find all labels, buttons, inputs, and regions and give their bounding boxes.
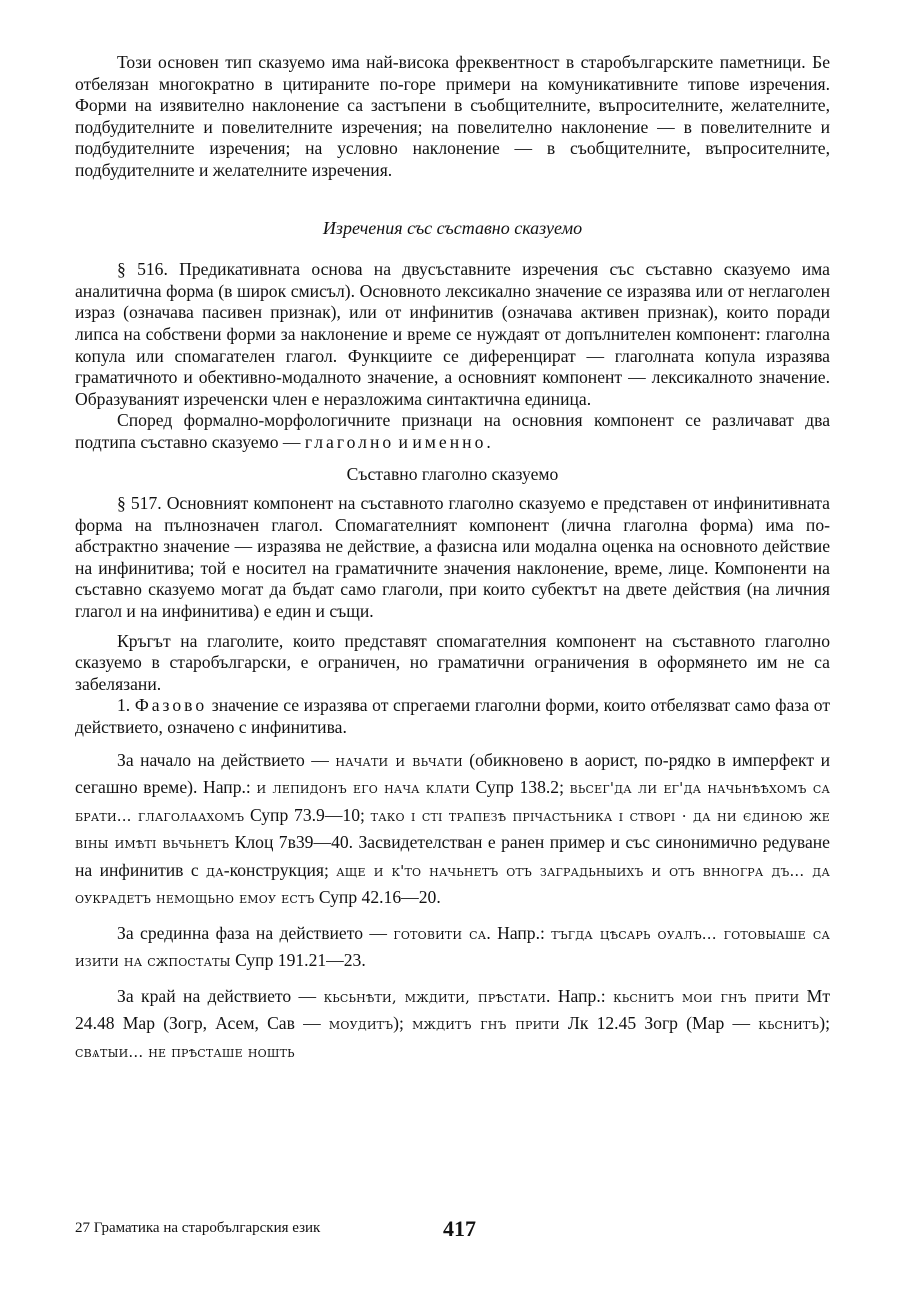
old-church-slavonic-text: кьсьнѣти, мждити, прѣстати (323, 987, 547, 1006)
text-run: . Напр.: (486, 922, 552, 943)
paragraph-517: § 517. Основният компонент на съставното глаголно сказуемо е представен от инфинитивната форма на пълнозначен глагол. Спомагателният компонент (лична глаголна форма) има по-абстрактно значение — изразява не действие, а фазисна или модална оценка на основното действие на инфинитива; той е носител на граматичните значения наклонение, време, лице. Компоненти на съставно сказуемо могат да бъдат само глаголи, при които субектът на двете действия (на личния глагол и на инфинитива) е един и същи. (75, 493, 830, 622)
paragraph-phase-end (75, 983, 830, 1066)
paragraph-phase-start (75, 747, 830, 912)
text-run: Според формално-морфологичните признаци на основния компонент се различават два подтипа съставно сказуемо — (75, 410, 830, 452)
paragraph-phase-meaning (75, 695, 830, 738)
old-church-slavonic-text: свѧтыи... не прѣсташе ношть (75, 1042, 295, 1061)
section-heading-compound-predicate: Изречения със съставно сказуемо (322, 217, 583, 238)
footer-signature: 27 Граматика на старобългарския език (75, 1220, 321, 1236)
text-run: -конструкция; (223, 859, 337, 880)
old-church-slavonic-text: кьснитъ мои гнъ прити (613, 987, 800, 1006)
paragraph-516-subtypes (75, 410, 830, 453)
text-run: ); (819, 1013, 830, 1034)
list-number: 1. (117, 695, 135, 716)
source-reference: Супр 191.21—23. (230, 950, 366, 971)
page-body (75, 52, 830, 1065)
text-run: и (394, 431, 413, 452)
text-run: За начало на действието — (117, 749, 336, 770)
source-reference: Супр 42.16—20. (314, 887, 441, 908)
spaced-term-nominal: именно (412, 431, 487, 452)
old-church-slavonic-text: аще и к'то начьнетъ отъ заградьныихъ и отъ внногра дъ... да оукрадетъ немощьно емоу естъ (75, 861, 830, 908)
old-church-slavonic-text: моудитъ (328, 1015, 394, 1034)
text-run: (обикновено в аорист, по-рядко в имперфект и сегашно време). Напр.: (75, 749, 830, 798)
page-footer (75, 1216, 830, 1246)
source-reference: Мт 24.48 Мар (Зогр, Асем, Сав — (75, 985, 831, 1034)
paragraph-phase-middle (75, 920, 830, 975)
paragraph-516: § 516. Предикативната основа на двусъставните изречения със съставно сказуемо има аналитична форма (в широк смисъл). Основното лексикално значение се изразява или от неглаголен израз (означава пасивен признак), или от инфинитив (означава активен признак), които поради липса на собствени форми за наклонение и време се нуждаят от допълнителен компонент: глаголна копула или спомагателен глагол. Функциите се диференцират — глаголната копула изразява граматичното и обективно-модалното значение, а основният компонент — лексикалното значение. Образуваният изреченски член е неразложима синтактична единица. (75, 259, 830, 409)
old-church-slavonic-text: мждитъ гнъ прити (412, 1015, 560, 1034)
old-church-slavonic-text: тъгда цѣсарь оуалъ... готовыаше са изити на сжпостаты (75, 924, 830, 971)
old-church-slavonic-text: готовити са (393, 924, 487, 943)
source-reference: Лк 12.45 Зогр (Мар — (559, 1013, 759, 1034)
text-run: Клоц 7в39—40. Засвидетелстван е ранен пример и със синонимично редуване на инфинитив с (75, 832, 830, 880)
paragraph-verb-circle: Кръгът на глаголите, които представят спомагателния компонент на съставното глаголно сказуемо в старобългарски, е ограничен, но граматични ограничения в оформянето им не са забелязани. (75, 630, 830, 694)
old-church-slavonic-text: начати и вьчати (335, 751, 463, 770)
old-church-slavonic-text: и лепидонъ его нача клати (256, 779, 470, 798)
spaced-term-verbal: глаголно (304, 431, 395, 452)
text-run: значение се изразява от спрегаеми глаголни форми, които отбелязват само фаза от действието, означено с инфинитива. (75, 695, 831, 738)
old-church-slavonic-text: тако і сті трапезѣ прічастьника і створі · да ни єдиною же віны имѣті вьчьнетъ (75, 806, 830, 853)
paragraph-intro: Този основен тип сказуемо има най-висока фреквентност в старобългарските паметници. Бе отбелязан многократно в цитираните по-горе примери на комуникативните типове изречения. Форми на изявително наклонение са застъпени в съобщителните, въпросителните, желателните, подбудителните и повелителните изречения; на повелително наклонение — в повелителните и подбудителните изречения; на условно наклонение — в съобщителните, въпросителните, подбудителните и желателните изречения. (75, 52, 830, 180)
source-reference: Супр 73.9—10; (244, 804, 371, 825)
page-number: 417 (443, 1216, 476, 1241)
old-church-slavonic-text: да (206, 861, 224, 880)
text-run: ); (393, 1013, 413, 1034)
old-church-slavonic-text: кьснитъ (758, 1015, 820, 1034)
old-church-slavonic-text: вьсег'да ли ег'да начьнѣѣхомъ са брати... глаголаахомъ (75, 779, 830, 825)
text-run: . (486, 431, 491, 452)
text-run: . Напр.: (546, 985, 614, 1006)
text-run: За край на действието — (117, 985, 324, 1006)
text-run: За срединна фаза на действието — (117, 922, 394, 943)
spaced-term-phasal: Фазово (134, 695, 208, 716)
source-reference: Супр 138.2; (469, 777, 570, 798)
subsection-heading-verbal-predicate: Съставно глаголно сказуемо (346, 463, 559, 484)
